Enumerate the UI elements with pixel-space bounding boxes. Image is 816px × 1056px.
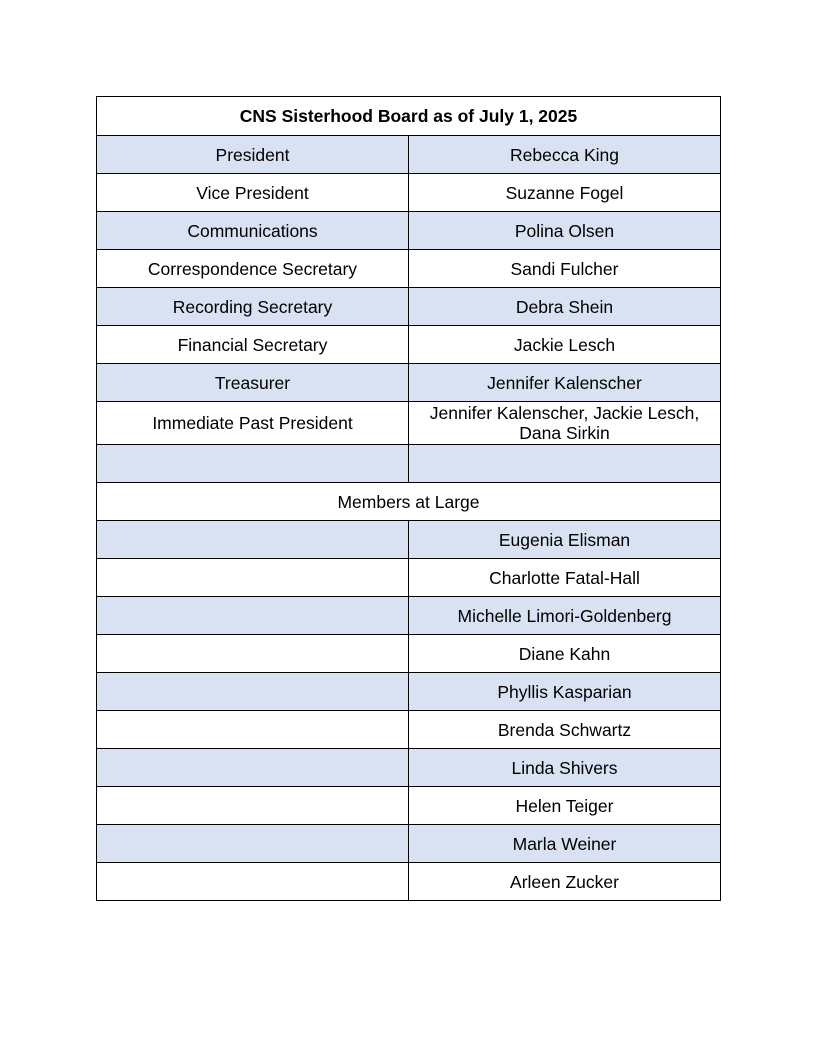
members-heading-row [97,483,721,521]
empty-cell [97,787,409,825]
member-name: Marla Weiner [409,825,721,863]
member-row [97,559,721,597]
board-table [96,96,721,901]
officer-name: Rebecca King [409,136,721,174]
officer-role: President [97,136,409,174]
officer-row [97,212,721,250]
member-name: Helen Teiger [409,787,721,825]
member-name: Phyllis Kasparian [409,673,721,711]
officer-row [97,250,721,288]
members-heading: Members at Large [97,483,721,521]
empty-cell [97,825,409,863]
table-title: CNS Sisterhood Board as of July 1, 2025 [97,97,721,136]
empty-cell [97,597,409,635]
officer-name: Sandi Fulcher [409,250,721,288]
officer-row [97,326,721,364]
officer-role: Recording Secretary [97,288,409,326]
officer-role: Communications [97,212,409,250]
empty-cell [97,673,409,711]
empty-cell [97,445,409,483]
empty-cell [97,559,409,597]
officer-row [97,402,721,445]
officer-name: Jennifer Kalenscher, Jackie Lesch, Dana Sirkin [409,402,721,445]
member-row [97,787,721,825]
empty-cell [97,863,409,901]
officer-role: Treasurer [97,364,409,402]
member-row [97,749,721,787]
member-row [97,597,721,635]
member-name: Charlotte Fatal-Hall [409,559,721,597]
member-row [97,635,721,673]
empty-row [97,445,721,483]
officer-role: Vice President [97,174,409,212]
member-name: Michelle Limori-Goldenberg [409,597,721,635]
officer-row [97,174,721,212]
officer-name: Jennifer Kalenscher [409,364,721,402]
officer-name: Jackie Lesch [409,326,721,364]
member-name: Eugenia Elisman [409,521,721,559]
empty-cell [97,521,409,559]
member-name: Linda Shivers [409,749,721,787]
empty-cell [409,445,721,483]
member-row [97,711,721,749]
officer-row [97,364,721,402]
officer-name: Polina Olsen [409,212,721,250]
officer-role: Immediate Past President [97,402,409,445]
member-row [97,673,721,711]
empty-cell [97,749,409,787]
officer-name: Debra Shein [409,288,721,326]
empty-cell [97,635,409,673]
member-row [97,521,721,559]
officer-role: Correspondence Secretary [97,250,409,288]
member-row [97,825,721,863]
member-name: Arleen Zucker [409,863,721,901]
officer-name: Suzanne Fogel [409,174,721,212]
member-name: Diane Kahn [409,635,721,673]
title-row [97,97,721,136]
officer-role: Financial Secretary [97,326,409,364]
officer-row [97,136,721,174]
officer-row [97,288,721,326]
empty-cell [97,711,409,749]
member-row [97,863,721,901]
member-name: Brenda Schwartz [409,711,721,749]
